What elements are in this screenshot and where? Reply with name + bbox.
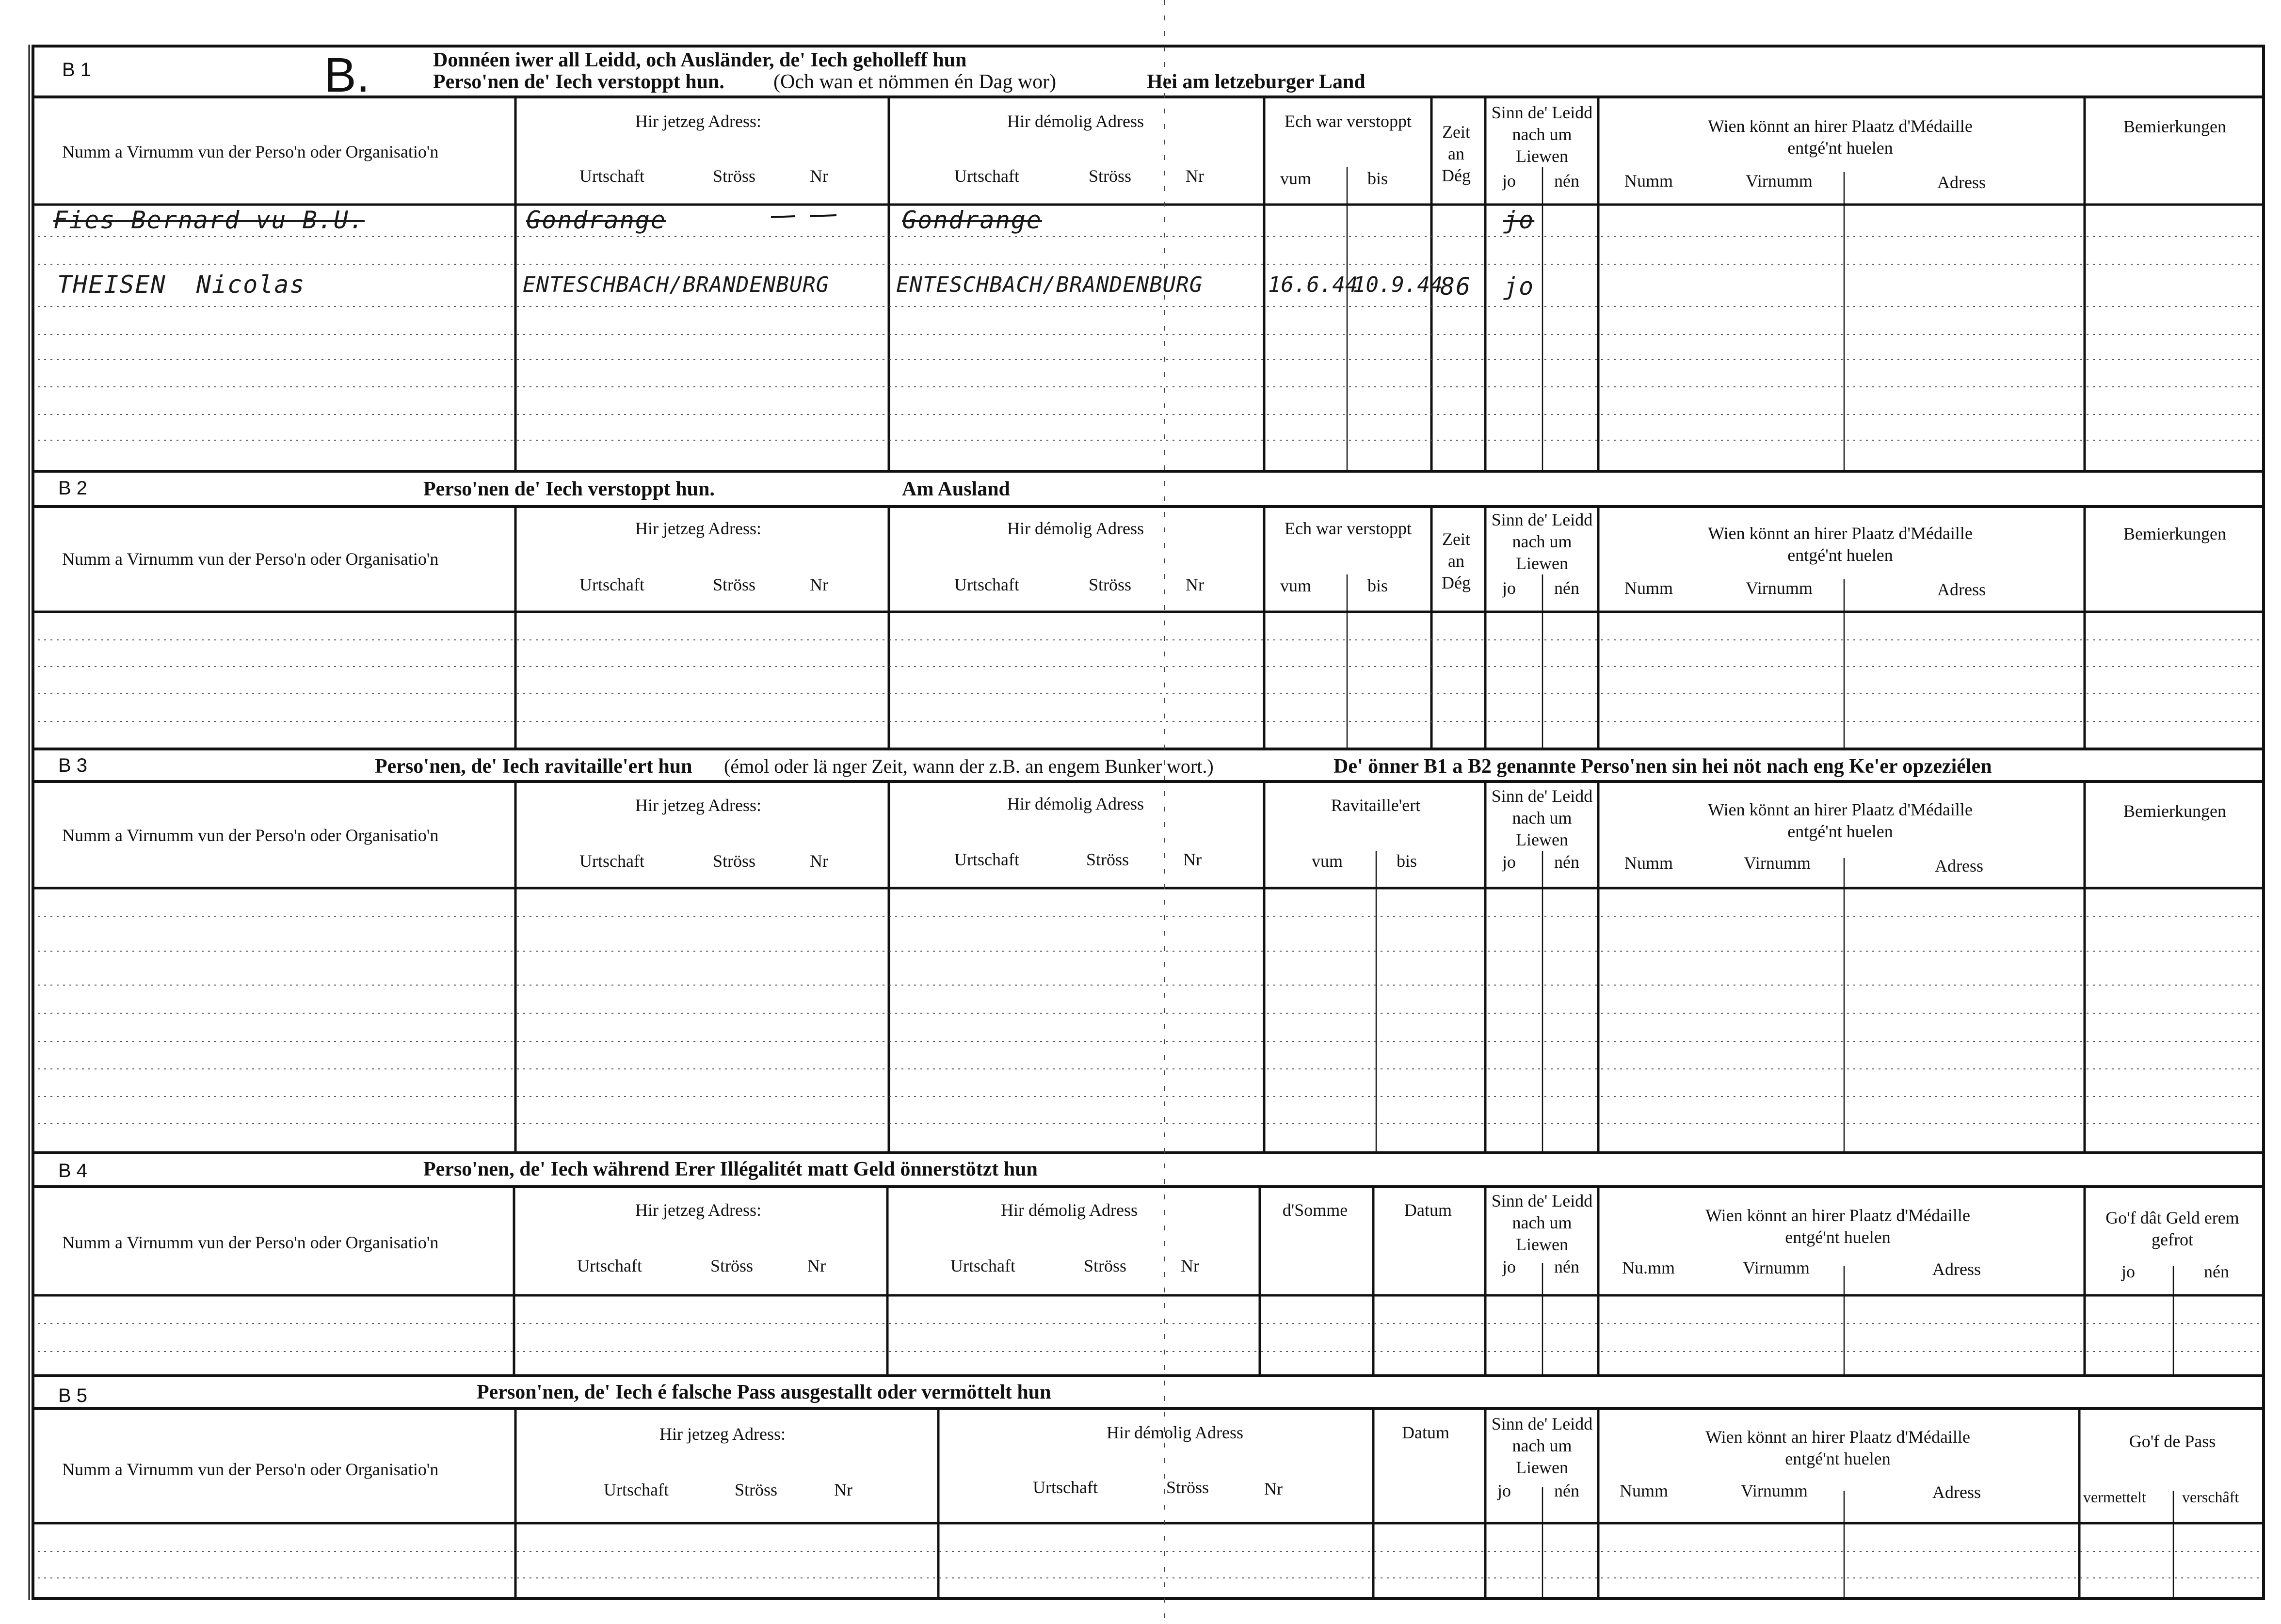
header-last-name: Virnumm	[1741, 1481, 1808, 1500]
b1-row2-current-place: ENTESCHBACH/BRANDENBURG	[523, 272, 830, 297]
header-place: Urtschaft	[1033, 1478, 1098, 1497]
header-number: Nr	[1181, 1256, 1199, 1275]
header-last-name: Virnumm	[1744, 853, 1811, 873]
section-label-b5: B 5	[58, 1385, 88, 1406]
header-place: Urtschaft	[577, 1256, 642, 1275]
header-to: bis	[1367, 576, 1388, 595]
b1-row2-from: 16.6.44	[1268, 272, 1358, 297]
header-yes: jo	[1497, 1481, 1511, 1500]
header-number: Nr	[1183, 850, 1202, 869]
b2-title: Perso'nen de' Iech verstoppt hun.	[423, 478, 715, 500]
header-place: Urtschaft	[954, 575, 1019, 594]
header-no: nén	[1554, 1257, 1579, 1276]
header-place: Urtschaft	[579, 851, 644, 871]
header-no: nén	[1554, 852, 1579, 872]
header-place: Urtschaft	[950, 1256, 1015, 1275]
header-place: Urtschaft	[954, 166, 1019, 186]
header-former-address: Hir démolig Adress	[1007, 519, 1144, 538]
header-current-address: Hir jetzeg Adress:	[635, 1200, 761, 1220]
header-remarks: Bemierkungen	[2123, 801, 2226, 821]
header-to: bis	[1397, 851, 1417, 871]
header-medal: Wien könnt an hirer Plaatz d'Médaille entgé'nt huelen	[1708, 524, 1973, 565]
header-former-address: Hir démolig Adress	[1007, 111, 1144, 131]
header-remarks: Bemierkungen	[2123, 117, 2226, 136]
header-no: nén	[1554, 171, 1579, 191]
header-street: Ströss	[1084, 1256, 1127, 1275]
header-first-name: Numm	[1624, 853, 1673, 873]
header-meaningful: Sinn de' Leidd nach um Liewen	[1491, 510, 1593, 573]
header-street: Ströss	[1166, 1478, 1209, 1497]
header-place: Urtschaft	[604, 1480, 669, 1499]
header-number: Nr	[1264, 1479, 1283, 1498]
header-meaningful: Sinn de' Leidd nach um Liewen	[1491, 1191, 1593, 1254]
header-former-address: Hir démolig Adress	[1107, 1423, 1243, 1442]
header-former-address: Hir démolig Adress	[1007, 794, 1144, 813]
header-yes: jo	[2121, 1262, 2136, 1281]
header-period: Ech war verstoppt	[1285, 519, 1412, 538]
header-number: Nr	[1186, 166, 1204, 186]
header-name: Numm a Virnumm vun der Perso'n oder Organisatio'n	[62, 1233, 439, 1252]
header-current-address: Hir jetzeg Adress:	[659, 1424, 786, 1444]
header-yes: jo	[1502, 171, 1516, 191]
b1-title-line1: Donnéen iwer all Leidd, och Ausländer, de' Iech geholleff hun	[433, 49, 967, 71]
header-days: Zeit an Dég	[1442, 122, 1471, 185]
header-days: Zeit an Dég	[1442, 529, 1471, 592]
header-first-name: Numm	[1620, 1481, 1669, 1500]
header-street: Ströss	[713, 575, 756, 594]
header-medal: Wien könnt an hirer Plaatz d'Médaille entgé'nt huelen	[1705, 1206, 1970, 1247]
header-remarks: Bemierkungen	[2123, 524, 2226, 543]
b1-row1-current-place: Gondrange	[526, 206, 666, 234]
header-address: Adress	[1937, 580, 1986, 599]
header-no: nén	[2204, 1262, 2229, 1281]
header-medal: Wien könnt an hirer Plaatz d'Médaille entgé'nt huelen	[1708, 116, 1973, 158]
section-label-b1: B 1	[62, 59, 92, 80]
header-address: Adress	[1932, 1482, 1981, 1502]
b1-row1-alive: jo	[1503, 206, 1535, 234]
header-name: Numm a Virnumm vun der Perso'n oder Organisatio'n	[62, 1460, 439, 1479]
b1-row2-former-place: ENTESCHBACH/BRANDENBURG	[896, 272, 1203, 297]
header-name: Numm a Virnumm vun der Perso'n oder Organisatio'n	[62, 826, 439, 845]
header-yes: jo	[1502, 1257, 1516, 1276]
b5-title: Person'nen, de' Iech é falsche Pass ausgestallt oder vermöttelt hun	[477, 1381, 1051, 1403]
header-meaningful: Sinn de' Leidd nach um Liewen	[1491, 103, 1593, 166]
header-date: Datum	[1404, 1200, 1452, 1220]
header-yes: jo	[1502, 578, 1516, 598]
header-meaningful: Sinn de' Leidd nach um Liewen	[1491, 786, 1593, 849]
header-place: Urtschaft	[579, 166, 644, 186]
header-mediated: vermettelt	[2083, 1488, 2146, 1506]
section-label-b3: B 3	[58, 755, 88, 776]
header-street: Ströss	[1089, 166, 1132, 186]
header-current-address: Hir jetzeg Adress:	[635, 111, 761, 131]
header-first-name: Numm	[1624, 578, 1673, 598]
header-number: Nr	[807, 1256, 826, 1275]
b1-row2-alive: jo	[1503, 272, 1535, 301]
header-issued: verschâft	[2182, 1488, 2239, 1506]
header-no: nén	[1554, 1481, 1579, 1500]
b4-title: Perso'nen, de' Iech während Erer Illégalitét matt Geld önnerstötzt hun	[423, 1158, 1038, 1180]
header-street: Ströss	[1086, 850, 1129, 869]
header-last-name: Virnumm	[1746, 171, 1813, 191]
b1-row1-name: Fies Bernard vu B.U.	[53, 206, 365, 234]
header-number: Nr	[810, 851, 828, 871]
header-place: Urtschaft	[954, 850, 1019, 869]
b3-title-extra: (émol oder lä nger Zeit, wann der z.B. an engem Bunker wort.)	[724, 755, 1214, 777]
header-to: bis	[1367, 169, 1388, 188]
header-no: nén	[1554, 578, 1579, 598]
header-supplied: Ravitaille'ert	[1331, 796, 1421, 815]
header-street: Ströss	[735, 1480, 778, 1499]
header-from: vum	[1312, 851, 1343, 871]
b1-row2-name: THEISEN Nicolas	[57, 271, 305, 299]
b1-title-line2-tail: Hei am letzeburger Land	[1147, 71, 1365, 93]
header-first-name: Numm	[1624, 171, 1673, 191]
header-last-name: Virnumm	[1746, 578, 1813, 598]
header-number: Nr	[834, 1480, 852, 1499]
header-medal: Wien könnt an hirer Plaatz d'Médaille entgé'nt huelen	[1705, 1427, 1970, 1468]
b1-row2-days: 86	[1440, 272, 1472, 301]
header-pass: Go'f de Pass	[2129, 1432, 2216, 1451]
header-former-address: Hir démolig Adress	[1001, 1200, 1138, 1220]
header-first-name-typo: Nu.mm	[1622, 1258, 1675, 1277]
header-name: Numm a Virnumm vun der Perso'n oder Organisatio'n	[62, 142, 439, 161]
header-street: Ströss	[713, 851, 756, 871]
header-street: Ströss	[710, 1256, 754, 1275]
header-number: Nr	[810, 166, 828, 186]
header-period: Ech war verstoppt	[1285, 111, 1412, 131]
header-place: Urtschaft	[579, 575, 644, 594]
header-date: Datum	[1402, 1423, 1449, 1442]
header-money-back: Go'f dât Geld erem gefrot	[2105, 1208, 2239, 1249]
header-current-address: Hir jetzeg Adress:	[635, 796, 761, 815]
header-amount: d'Somme	[1282, 1200, 1348, 1220]
header-number: Nr	[1186, 575, 1204, 594]
header-address: Adress	[1935, 856, 1983, 876]
header-from: vum	[1280, 576, 1312, 595]
b3-title: Perso'nen, de' Iech ravitaille'ert hun	[375, 755, 692, 778]
header-street: Ströss	[1089, 575, 1132, 594]
header-name: Numm a Virnumm vun der Perso'n oder Organisatio'n	[62, 549, 439, 569]
header-medal: Wien könnt an hirer Plaatz d'Médaille entgé'nt huelen	[1708, 800, 1973, 841]
header-address: Adress	[1932, 1259, 1981, 1279]
section-label-b2: B 2	[58, 478, 88, 499]
section-label-b4: B 4	[58, 1160, 88, 1181]
b1-title-line2-extra: (Och wan et nömmen én Dag wor)	[773, 71, 1057, 93]
header-street: Ströss	[713, 166, 756, 186]
header-yes: jo	[1502, 852, 1516, 872]
b1-title-line2: Perso'nen de' Iech verstoppt hun.	[433, 71, 724, 93]
b1-row2-to: 10.9.44	[1353, 272, 1443, 297]
header-address: Adress	[1937, 173, 1986, 192]
b1-row1-former-place: Gondrange	[902, 206, 1042, 234]
header-number: Nr	[810, 575, 828, 594]
b3-title-tail: De' önner B1 a B2 genannte Perso'nen sin hei nöt nach eng Ke'er opzeziélen	[1333, 755, 1992, 778]
section-letter: B.	[324, 48, 370, 102]
header-meaningful: Sinn de' Leidd nach um Liewen	[1491, 1414, 1593, 1477]
header-current-address: Hir jetzeg Adress:	[635, 519, 761, 538]
header-last-name: Virnumm	[1743, 1258, 1810, 1277]
b2-title-tail: Am Ausland	[902, 478, 1010, 500]
header-from: vum	[1280, 169, 1312, 188]
